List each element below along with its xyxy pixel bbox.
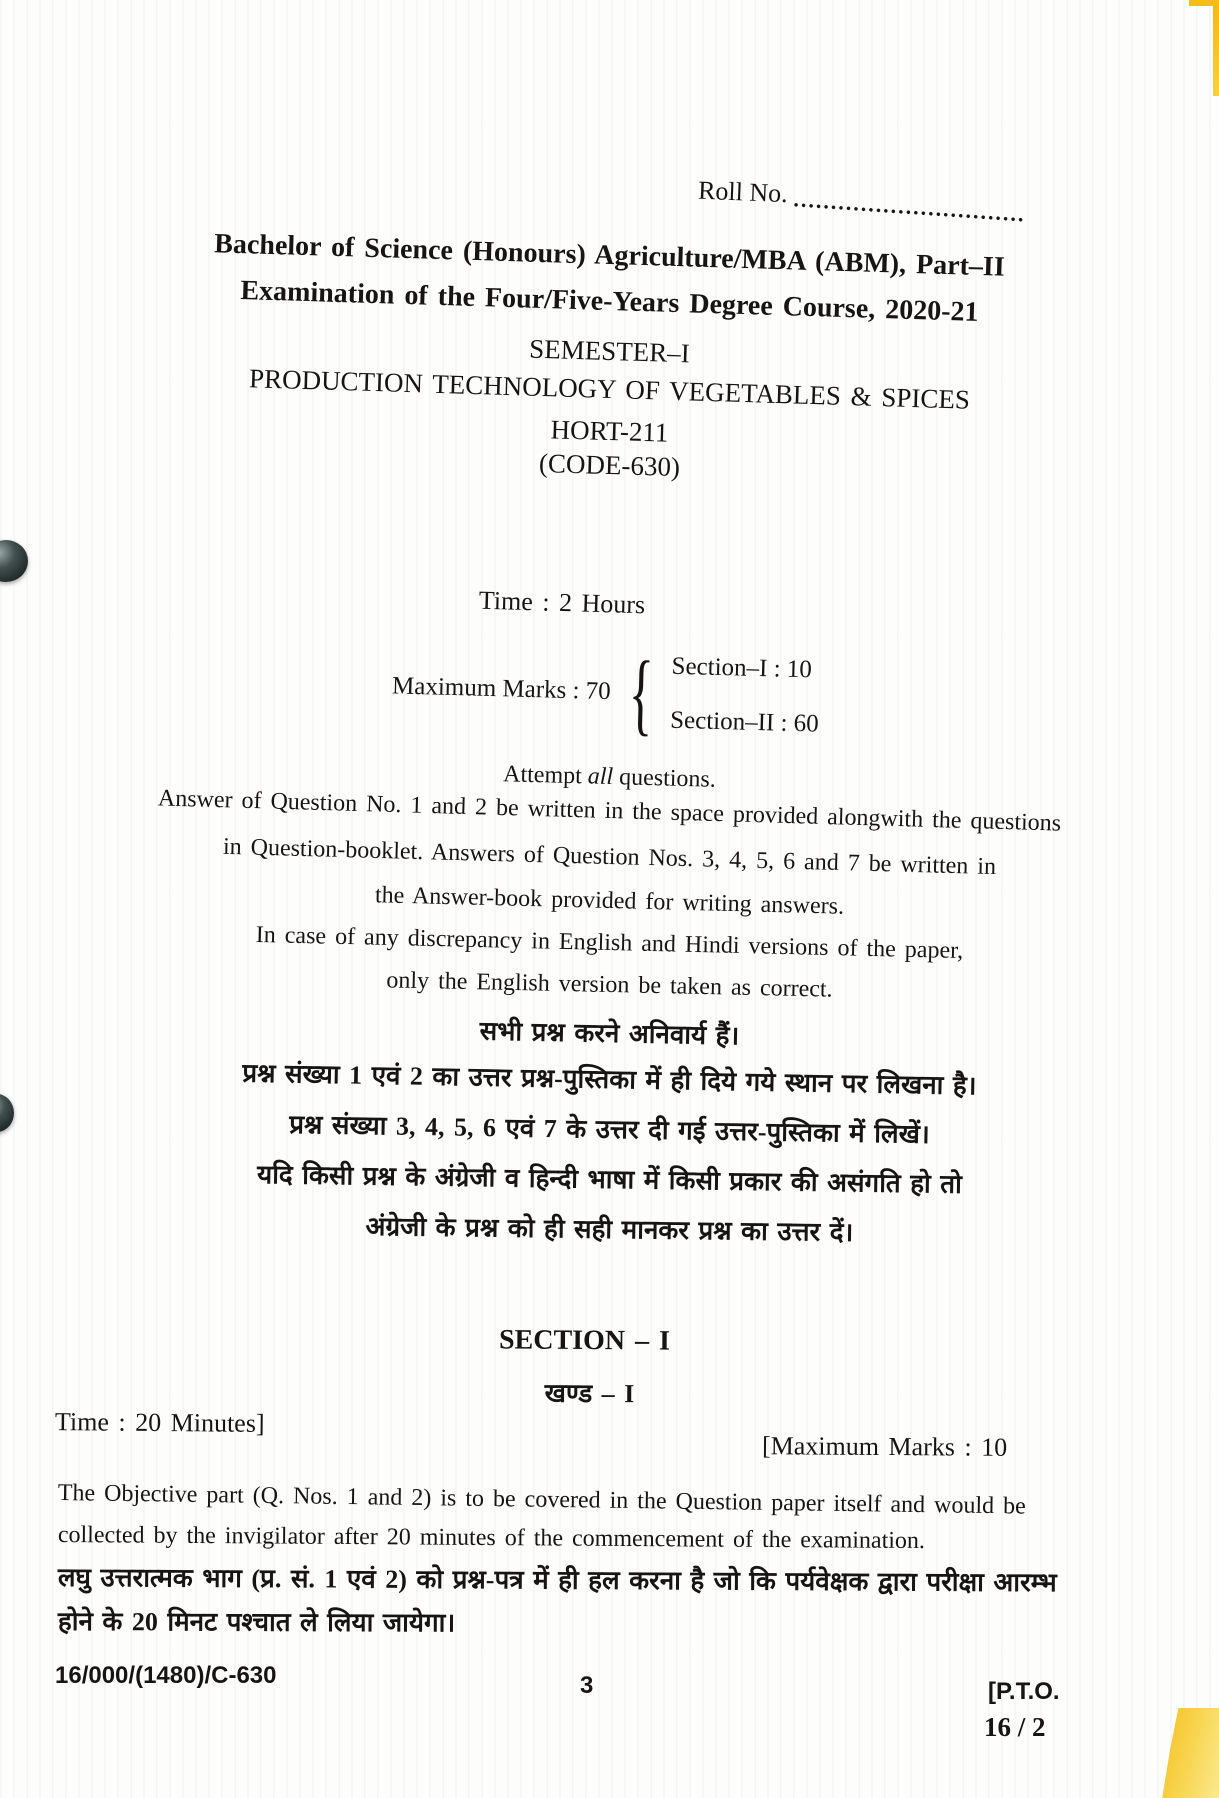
footer-print-code: 16/000/(1480)/C-630 (55, 1662, 277, 1689)
marks-breakdown (669, 640, 820, 752)
sticky-note-corner (1161, 1708, 1219, 1798)
footer-page-number: 3 (580, 1672, 594, 1699)
marks-section1: Section–I : 10 (671, 652, 813, 684)
course-code-line: (CODE-630) (538, 448, 681, 482)
section1-time-line: Time : 20 Minutes] (54, 1407, 265, 1438)
course-title-line: PRODUCTION TECHNOLOGY OF VEGETABLES & SPICES (248, 363, 971, 415)
section1-marks-line: [Maximum Marks : 10 (761, 1431, 1008, 1462)
attempt-pre: Attempt (502, 761, 583, 790)
instruction-en-4: In case of any discrepancy in English and Hindi versions of the paper, (255, 921, 964, 965)
instruction-en-3: the Answer-book provided for writing answers. (374, 882, 845, 920)
yellow-tab-strip (1213, 0, 1219, 96)
marks-section2: Section–II : 60 (669, 706, 820, 738)
attempt-all-italic: all (587, 763, 614, 791)
instruction-en-2: in Question-booklet. Answers of Question Nos. 3, 4, 5, 6 and 7 be written in (222, 833, 997, 881)
instruction-en-1: Answer of Question No. 1 and 2 be written in the space provided alongwith the questions (157, 785, 1062, 837)
maximum-marks-block (391, 632, 821, 751)
section1-heading-hi: खण्ड – I (544, 1378, 635, 1409)
attempt-post: questions. (618, 764, 717, 793)
instruction-hi-4: यदि किसी प्रश्न के अंग्रेजी व हिन्दी भाषा में किसी प्रकार की असंगति हो तो (256, 1160, 963, 1199)
maximum-marks-label: Maximum Marks : 70 (391, 672, 612, 706)
instruction-hi-1: सभी प्रश्न करने अनिवार्य हैं। (479, 1016, 740, 1051)
roll-no-line (697, 175, 1027, 227)
objective-note-hi-1: लघु उत्तरात्मक भाग (प्र. सं. 1 एवं 2) को प्रश्न-पत्र में ही हल करना है जो कि पर्यवेक्षक द्वारा परीक्षा आरम्भ (57, 1562, 1057, 1598)
objective-note-en-1: The Objective part (Q. Nos. 1 and 2) is to be covered in the Question paper itself and would be (57, 1480, 1026, 1520)
section1-heading-en: SECTION – I (498, 1324, 671, 1357)
yellow-tab-strip-nub (1189, 0, 1219, 6)
exam-title-line2: Examination of the Four/Five-Years Degree Course, 2020-21 (240, 275, 979, 328)
exam-title-line1: Bachelor of Science (Honours) Agriculture/MBA (ABM), Part–II (213, 228, 1006, 283)
instruction-hi-3: प्रश्न संख्या 3, 4, 5, 6 एवं 7 के उत्तर दी गई उत्तर-पुस्तिका में लिखें। (289, 1109, 930, 1150)
roll-no-label: Roll No. (697, 175, 789, 209)
roll-no-dotted-blank: ............................... (793, 186, 1027, 227)
exam-time-line: Time : 2 Hours (478, 585, 646, 620)
instruction-hi-5: अंग्रेजी के प्रश्न को ही सही मानकर प्रश्न का उत्तर दें। (365, 1212, 854, 1247)
objective-note-en-2: collected by the invigilator after 20 minutes of the commencement of the examination. (57, 1522, 926, 1555)
curly-brace-glyph: { (627, 641, 655, 745)
course-number-line: HORT-211 (550, 414, 669, 448)
instruction-en-5: only the English version be taken as correct. (386, 967, 833, 1003)
objective-note-hi-2: होने के 20 मिनट पश्चात ले लिया जायेगा। (57, 1607, 456, 1638)
footer-paper-number: 16 / 2 (984, 1712, 1046, 1742)
footer-pto: [P.T.O. (988, 1678, 1060, 1705)
instruction-hi-2: प्रश्न संख्या 1 एवं 2 का उत्तर प्रश्न-पुस्तिका में ही दिये गये स्थान पर लिखना है। (242, 1058, 977, 1101)
semester-line: SEMESTER–I (528, 333, 691, 369)
